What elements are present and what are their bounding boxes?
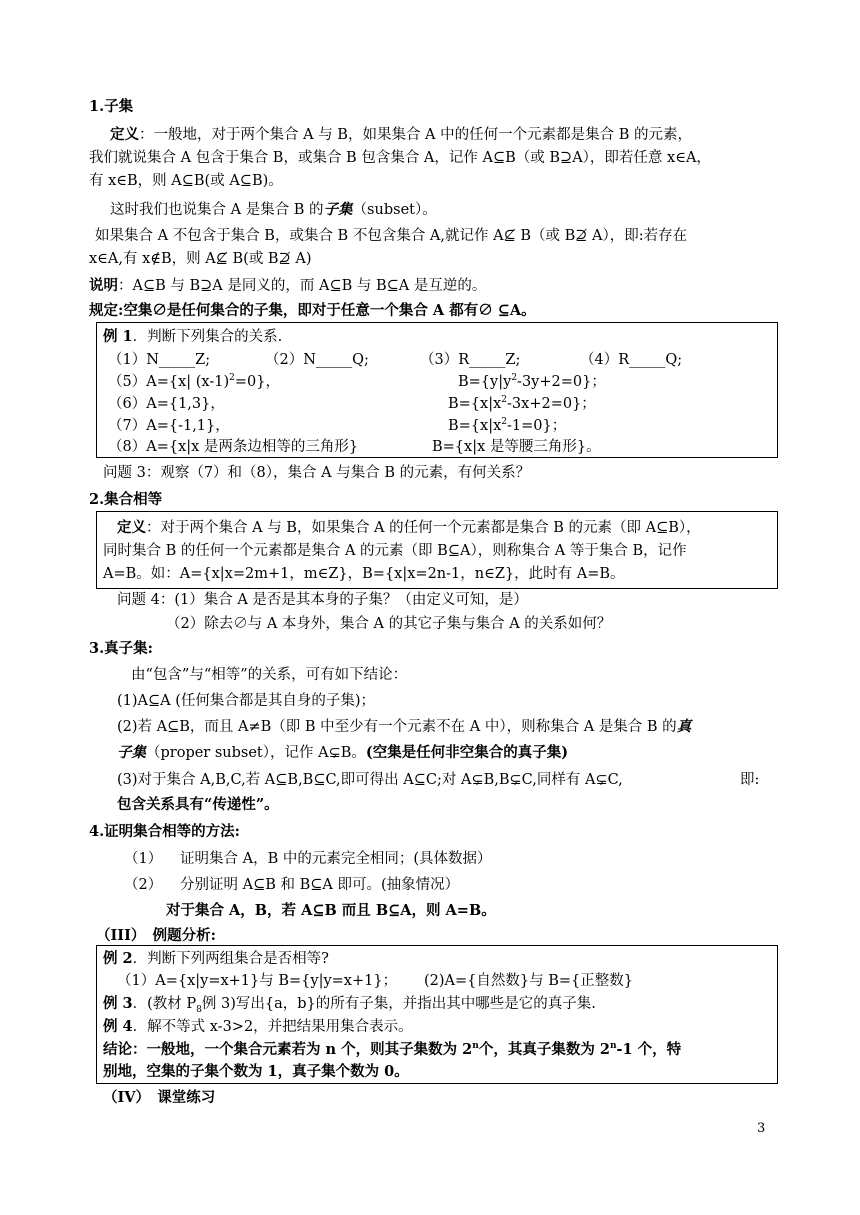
method-2-number: （2） — [124, 877, 163, 893]
equality-definition-line-3: A=B。如：A={x|x=2m+1，m∈Z}，B={x|x=2n-1，n∈Z}，此时有 A=B。 — [103, 566, 625, 582]
transitivity-statement: 包含关系具有“传递性”。 — [117, 796, 279, 813]
section-3-heading: 3.真子集: — [89, 640, 153, 657]
example-1-item-8b: B={x|x 是等腰三角形}。 — [432, 439, 601, 455]
example-1-item-6a: （6）A={1,3}， — [108, 396, 225, 412]
example-2-title: 例 2．判断下列两组集合是否相等? — [103, 950, 329, 967]
question-3: 问题 3：观察（7）和（8），集合 A 与集合 B 的元素，有何关系？ — [103, 465, 531, 481]
example-1-item-6b: $B=\{x|x^2-3x+2=0\}$； — [448, 395, 596, 412]
method-1: 证明集合 A，B 中的元素完全相同；(具体数据） — [180, 851, 492, 867]
not-subset-line-1: 如果集合 A 不包含于集合 B，或集合 B 不包含集合 A,就记作 A⊈ B（或 B⊉ A），即:若存在 — [95, 228, 688, 244]
subset-definition-line-3: 有 x∈B，则 A⊆B(或 A⊆B)。 — [89, 173, 283, 189]
example-1-item-7b: $B=\{x|x^2-1=0\}$； — [448, 417, 567, 434]
subset-definition-line-2: 我们就说集合 A 包含于集合 B，或集合 B 包含集合 A，记作 A⊆B（或 B⊇A），即若任意 x∈A， — [89, 150, 711, 166]
example-1-title: 例 1．判断下列集合的关系. — [103, 328, 283, 345]
section-4-roman-heading: （IV） 课堂练习 — [103, 1089, 216, 1106]
example-2-part-1: （1）A={x|y=x+1}与 B={y|y=x+1}； — [117, 973, 398, 989]
not-subset-line-2: x∈A,有 x∉B，则 A⊈ B(或 B⊉ A) — [89, 251, 312, 267]
conclusion-item-3-line-1: (3)对于集合 A,B,C,若 A⊆B,B⊆C,即可得出 A⊆C;对 A⊊B,B⊊C,同样有 A⊊C, — [117, 772, 623, 788]
example-1-item-8a: （8）A={x|x 是两条边相等的三角形} — [108, 439, 359, 455]
example-1-item-7a: （7）A={-1,1}， — [108, 418, 230, 434]
subset-definition-line-1: 定义：一般地，对于两个集合 A 与 B，如果集合 A 中的任何一个元素都是集合 B 的元素， — [110, 126, 693, 143]
page-number: 3 — [757, 1121, 766, 1136]
proper-subset-intro: 由“包含”与“相等”的关系，可有如下结论： — [131, 667, 408, 683]
example-2-part-2: (2)A={自然数}与 B={正整数} — [424, 973, 633, 989]
equality-conclusion: 对于集合 A，B，若 A⊆B 而且 B⊆A，则 A=B。 — [166, 902, 496, 919]
empty-set-rule: 规定:空集∅是任何集合的子集，即对于任意一个集合 A 都有∅ ⊆A。 — [89, 302, 536, 319]
note-line: 说明：A⊆B 与 B⊇A 是同义的，而 A⊆B 与 B⊆A 是互逆的。 — [89, 277, 487, 294]
count-conclusion-line-1: 结论：一般地，一个集合元素若为 n 个，则其子集数为 2$^n$个，其真子集数为 2$^n$-1 个，特 — [103, 1041, 682, 1058]
count-conclusion-line-2: 别地，空集的子集个数为 1，真子集个数为 0。 — [103, 1063, 409, 1080]
section-3-roman-heading: （III） 例题分析: — [96, 927, 216, 944]
example-1-item-1: （1）N_____Z; — [108, 352, 211, 368]
example-1-item-4: （4）R_____Q; — [580, 352, 683, 368]
subset-term-line: 这时我们也说集合 A 是集合 B 的子集（subset）。 — [110, 201, 437, 218]
method-2: 分别证明 A⊆B 和 B⊆A 即可。(抽象情况） — [180, 877, 460, 893]
section-2-heading: 2.集合相等 — [89, 491, 163, 508]
conclusion-item-2-line-2: 子集（proper subset），记作 A⊊B。(空集是任何非空集合的真子集) — [117, 744, 569, 761]
example-1-item-3: （3）R_____Z; — [420, 352, 521, 368]
example-1-item-2: （2）N_____Q; — [265, 352, 369, 368]
equality-definition-line-1: 定义：对于两个集合 A 与 B，如果集合 A 的任何一个元素都是集合 B 的元素（即 A⊆B）， — [117, 519, 701, 536]
question-4a: 问题 4：(1）集合 A 是否是其本身的子集？（由定义可知，是） — [117, 592, 528, 608]
question-4b: （2）除去∅与 A 本身外，集合 A 的其它子集与集合 A 的关系如何？ — [166, 616, 612, 632]
example-4: 例 4．解不等式 x-3>2，并把结果用集合表示。 — [103, 1018, 413, 1035]
conclusion-item-2-line-1: (2)若 A⊆B，而且 A≠B（即 B 中至少有一个元素不在 A 中），则称集合 A 是集合 B 的真 — [117, 718, 692, 735]
conclusion-item-3-end: 即: — [740, 772, 760, 788]
section-4-heading: 4.证明集合相等的方法: — [89, 823, 240, 840]
example-1-item-5a: （5）A={x| $(x-1)^2=0$}， — [108, 373, 280, 390]
example-3: 例 3．(教材 $P_8$例 3)写出{a，b}的所有子集，并指出其中哪些是它的真子集. — [103, 995, 596, 1015]
section-1-heading: 1.子集 — [89, 98, 134, 115]
equality-definition-line-2: 同时集合 B 的任何一个元素都是集合 A 的元素（即 B⊆A），则称集合 A 等于集合 B，记作 — [103, 543, 687, 559]
example-1-item-5b: $B=\{y|y^2-3y+2=0\}$； — [458, 373, 606, 390]
method-1-number: （1） — [124, 851, 163, 867]
conclusion-item-1: (1)A⊆A (任何集合都是其自身的子集)； — [117, 693, 376, 709]
